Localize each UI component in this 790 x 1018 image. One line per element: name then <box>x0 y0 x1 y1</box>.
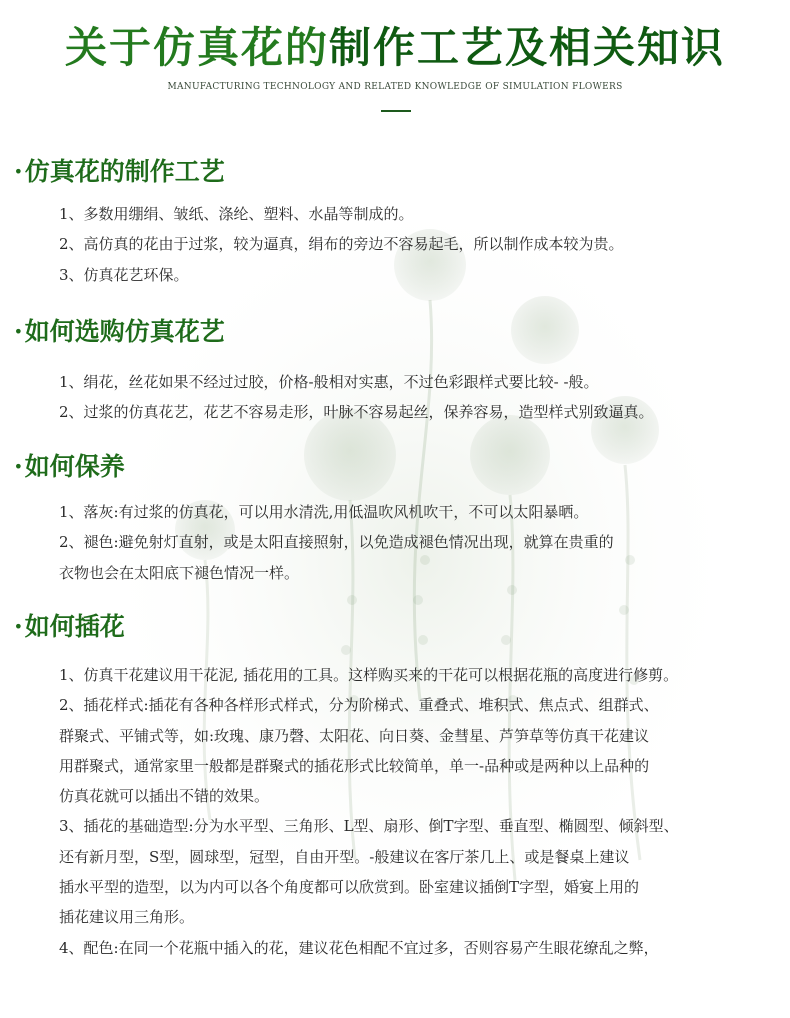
section-title <box>14 610 784 644</box>
title-part-1: 关于仿真花的 <box>64 23 329 72</box>
title-part-2: 制作工艺及相关知识 <box>329 23 726 72</box>
text-line: 2、高仿真的花由于过浆，较为逼真，绢布的旁边不容易起毛，所以制作成本较为贵。 <box>59 235 624 254</box>
title-divider <box>381 110 411 112</box>
text-line: 插水平型的造型，以为内可以各个角度都可以欣赏到。卧室建议插倒T字型，婚宴上用的 <box>59 878 640 897</box>
text-line: 群聚式、平铺式等，如:玫瑰、康乃磬、太阳花、向日葵、金彗星、芦笋草等仿真干花建议 <box>59 726 650 745</box>
section-title <box>14 315 784 349</box>
section-maintenance <box>14 450 784 588</box>
bullet-dot: · <box>14 452 23 481</box>
text-line: 4、配色:在同一个花瓶中插入的花，建议花色相配不宜过多，否则容易产生眼花缭乱之弊， <box>59 938 659 957</box>
text-line: 2、褪色:避免射灯直射，或是太阳直接照射，以免造成褪色情况出现，就算在贵重的 <box>59 533 614 552</box>
text-line: 1、落灰:有过浆的仿真花，可以用水清洗,用低温吹风机吹干，不可以太阳暴晒。 <box>59 503 589 521</box>
bullet-dot: · <box>14 612 23 641</box>
section-title-text: 仿真花的制作工艺 <box>24 157 225 186</box>
text-line: 仿真花就可以插出不错的效果。 <box>59 787 270 806</box>
text-line: 3、插花的基础造型:分为水平型、三角形、L型、扇形、倒T字型、垂直型、椭圆型、倾斜型、 <box>59 817 679 836</box>
section-title <box>14 450 784 484</box>
section-buying <box>14 315 784 428</box>
section-arranging <box>14 610 784 963</box>
text-line: 1、仿真干花建议用干花泥, 插花用的工具。这样购买来的干花可以根据花瓶的高度进行修剪。 <box>59 666 679 684</box>
text-line: 1、绢花，丝花如果不经过过胶，价格-般相对实惠，不过色彩跟样式要比较- -般。 <box>59 373 599 391</box>
text-line: 2、插花样式:插花有各种各样形式样式，分为阶梯式、重叠式、堆积式、焦点式、组群式、 <box>59 696 659 715</box>
text-line: 还有新月型，S型，圆球型，冠型，自由开型。-般建议在客厅茶几上、或是餐桌上建议 <box>59 847 630 866</box>
section-title-text: 如何保养 <box>24 452 125 481</box>
text-line: 衣物也会在太阳底下褪色情况一样。 <box>59 563 300 582</box>
page-subtitle: MANUFACTURING TECHNOLOGY AND RELATED KNOWLEDGE OF SIMULATION FLOWERS <box>167 82 623 92</box>
section-manufacturing <box>14 155 784 290</box>
text-line: 3、仿真花艺环保。 <box>59 265 189 284</box>
bullet-dot: · <box>14 317 23 346</box>
section-title <box>14 155 784 189</box>
text-line: 用群聚式，通常家里一般都是群聚式的插花形式比较简单，单一-品种或是两种以上品种的 <box>59 756 650 775</box>
bullet-dot: · <box>14 157 23 186</box>
text-line: 1、多数用绷绢、皱纸、涤纶、塑料、水晶等制成的。 <box>59 205 414 223</box>
section-title-text: 如何选购仿真花艺 <box>24 317 225 346</box>
text-line: 2、过浆的仿真花艺，花艺不容易走形，叶脉不容易起丝，保养容易，造型样式别致逼真。 <box>59 403 654 422</box>
section-title-text: 如何插花 <box>24 612 125 641</box>
page-title <box>0 18 790 78</box>
text-line: 插花建议用三角形。 <box>59 908 195 927</box>
